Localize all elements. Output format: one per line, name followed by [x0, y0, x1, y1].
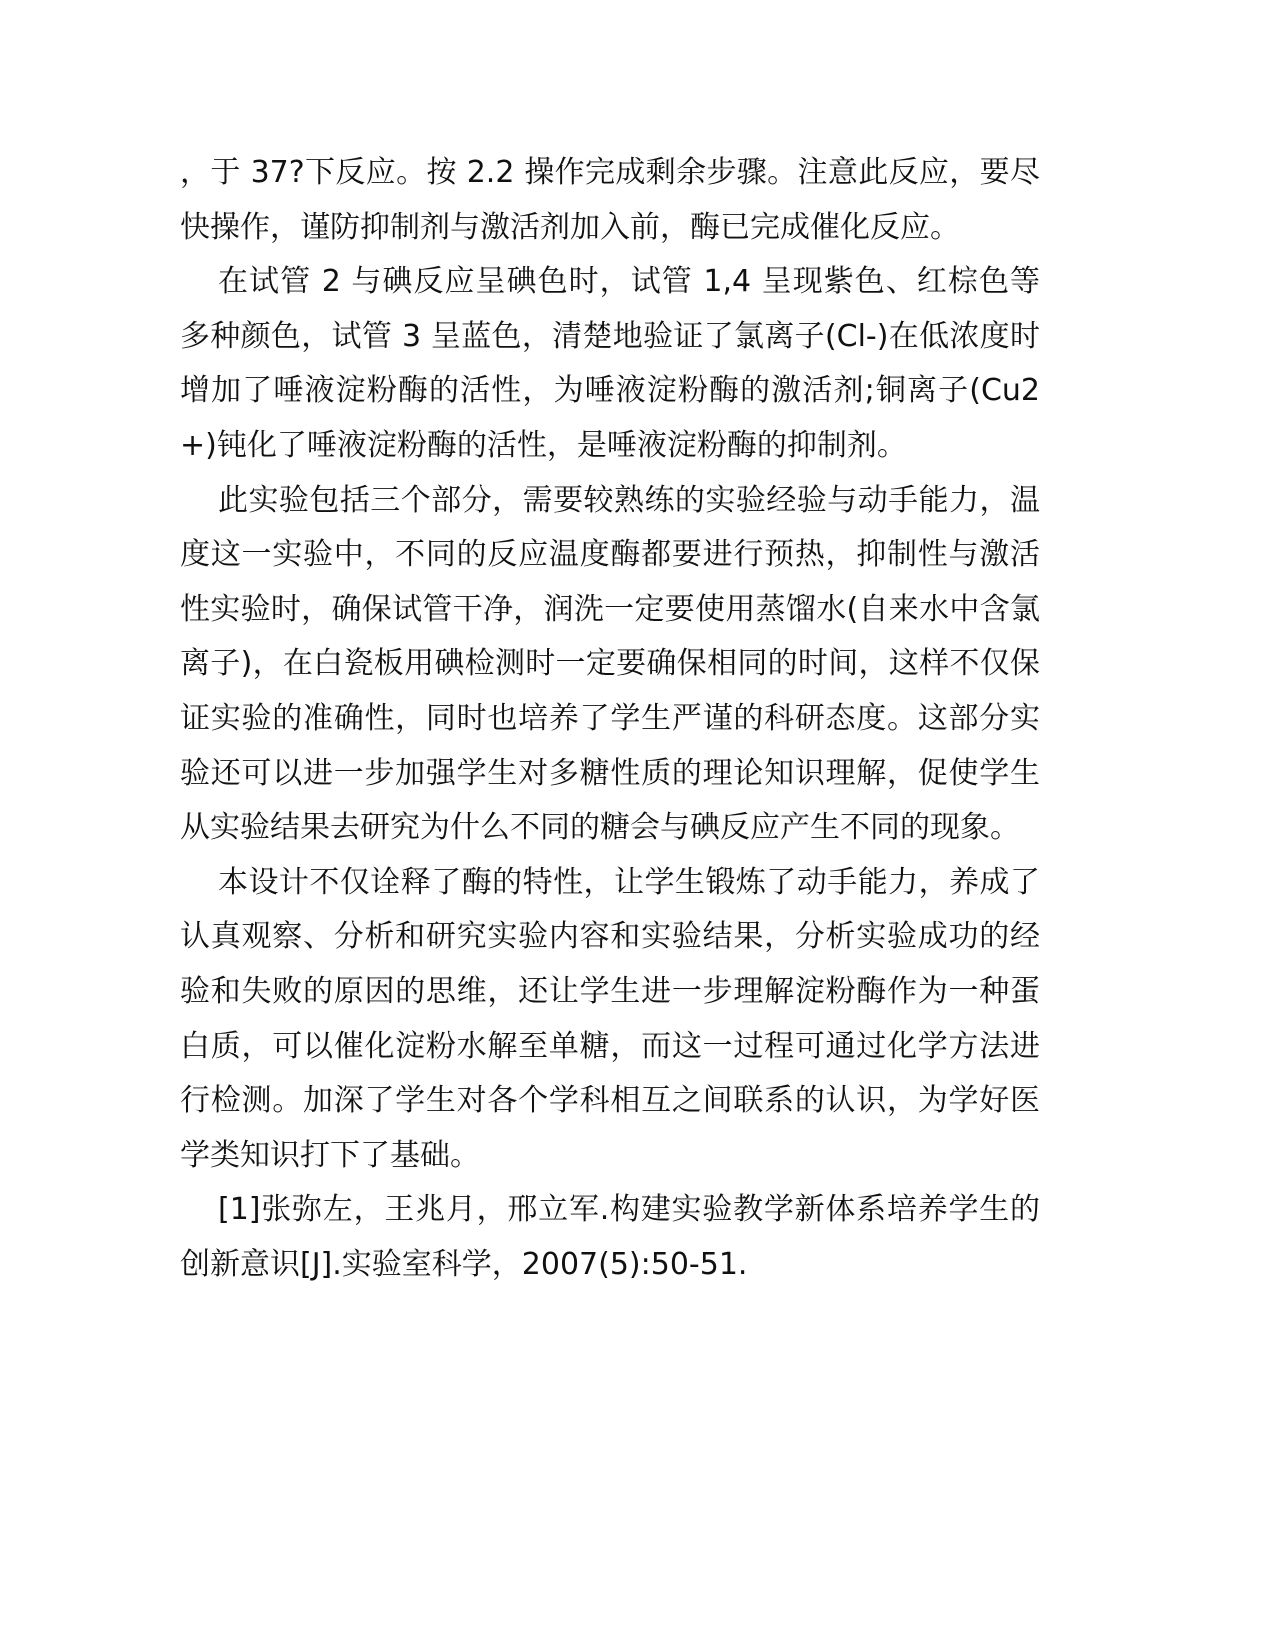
paragraph-conclusion: 本设计不仅诠释了酶的特性，让学生锻炼了动手能力，养成了认真观察、分析和研究实验内容和实验结果，分析实验成功的经验和失败的原因的思维，还让学生进一步理解淀粉酶作为一种蛋白质，可以催化淀粉水解至单糖，而这一过程可通过化学方法进行检测。加深了学生对各个学科相互之间联系的认识，为学好医学类知识打下了基础。 [180, 864, 1040, 1173]
paragraph-continuation: ，于 37?下反应。按 2.2 操作完成剩余步骤。注意此反应，要尽快操作，谨防抑制剂与激活剂加入前，酶已完成催化反应。 [180, 155, 1040, 245]
body-text [180, 146, 1040, 1292]
paragraph-discussion: 此实验包括三个部分，需要较熟练的实验经验与动手能力，温度这一实验中，不同的反应温度酶都要进行预热，抑制性与激活性实验时，确保试管干净，润洗一定要使用蒸馏水(自来水中含氯离子)，在白瓷板用碘检测时一定要确保相同的时间，这样不仅保证实验的准确性，同时也培养了学生严谨的科研态度。这部分实验还可以进一步加强学生对多糖性质的理论知识理解，促使学生从实验结果去研究为什么不同的糖会与碘反应产生不同的现象。 [180, 482, 1040, 846]
paragraph-results: 在试管 2 与碘反应呈碘色时，试管 1,4 呈现紫色、红棕色等多种颜色，试管 3 呈蓝色，清楚地验证了氯离子(Cl-)在低浓度时增加了唾液淀粉酶的活性，为唾液淀粉酶的激活剂;铜离子(Cu2+)钝化了唾液淀粉酶的活性，是唾液淀粉酶的抑制剂。 [180, 264, 1040, 463]
reference-item: [1]张弥左，王兆月，邢立军.构建实验教学新体系培养学生的创新意识[J].实验室科学，2007(5):50-51. [180, 1192, 1040, 1282]
